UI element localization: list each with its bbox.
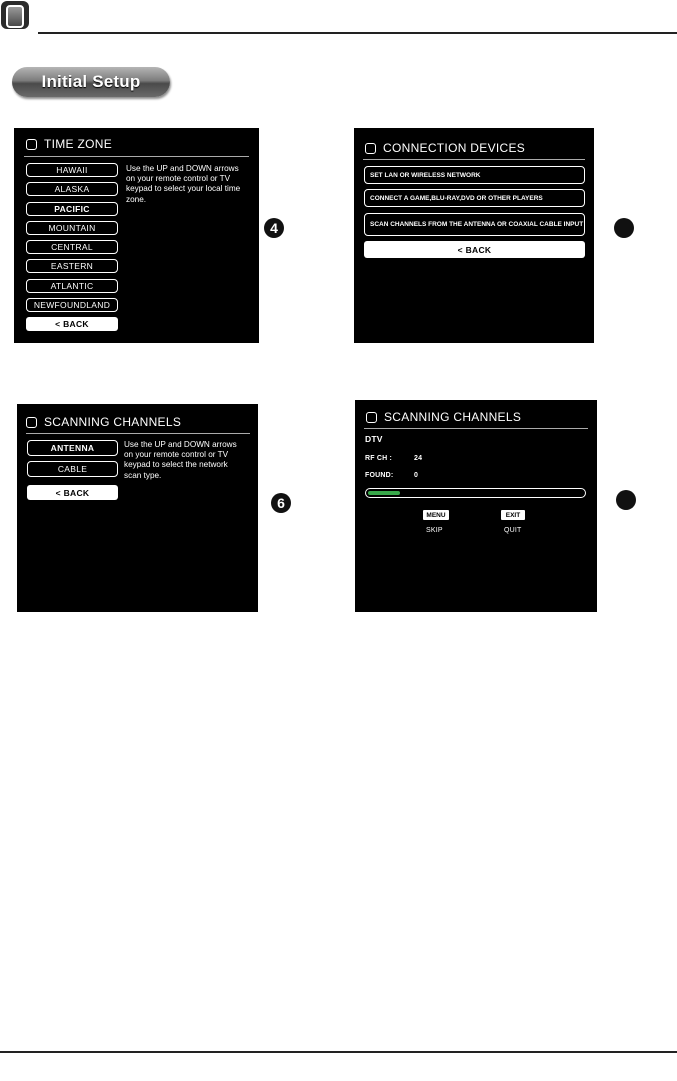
time-zone-title: TIME ZONE <box>26 137 112 151</box>
checkbox-icon <box>26 139 37 150</box>
back-button[interactable]: < BACK <box>364 241 585 258</box>
connection-devices-screen <box>354 128 594 343</box>
tz-option-central[interactable]: CENTRAL <box>26 240 118 254</box>
scanning-progress-screen <box>355 400 597 612</box>
found-label: FOUND: <box>365 472 394 479</box>
step-7-marker <box>616 490 636 510</box>
scan-mode-label: DTV <box>365 434 383 444</box>
header-rule <box>38 32 677 34</box>
rf-ch-value: 24 <box>414 455 423 462</box>
back-button[interactable]: < BACK <box>27 485 118 500</box>
step-6-marker: 6 <box>271 493 291 513</box>
time-zone-screen <box>14 128 259 343</box>
option-scan-channels[interactable]: SCAN CHANNELS FROM THE ANTENNA OR COAXIAL CABLE INPUT <box>364 213 585 236</box>
back-button[interactable]: < BACK <box>26 317 118 331</box>
time-zone-help-text: Use the UP and DOWN arrows on your remote control or TV keypad to select your local time zone. <box>126 164 241 204</box>
found-value: 0 <box>414 472 419 479</box>
rf-ch-label: RF CH : <box>365 455 393 462</box>
scan-type-help-text: Use the UP and DOWN arrows on your remote control or TV keypad to select the network scan type. <box>124 440 237 480</box>
footer-rule <box>0 1051 677 1053</box>
tz-option-hawaii[interactable]: HAWAII <box>26 163 118 177</box>
corner-tab-icon <box>1 1 29 29</box>
scan-type-screen <box>17 404 258 612</box>
scan-type-title: SCANNING CHANNELS <box>26 415 181 429</box>
option-set-network[interactable]: SET LAN OR WIRELESS NETWORK <box>364 166 585 184</box>
step-4-marker: 4 <box>264 218 284 238</box>
tz-option-pacific[interactable]: PACIFIC <box>26 202 118 216</box>
scan-option-antenna[interactable]: ANTENNA <box>27 440 118 456</box>
menu-key[interactable]: MENU <box>423 510 449 520</box>
scan-progress-fill <box>368 491 400 495</box>
tz-option-alaska[interactable]: ALASKA <box>26 182 118 196</box>
quit-label: QUIT <box>504 527 522 534</box>
checkbox-icon <box>365 143 376 154</box>
checkbox-icon <box>366 412 377 423</box>
scan-progress-bar <box>365 488 586 498</box>
tz-option-mountain[interactable]: MOUNTAIN <box>26 221 118 235</box>
tz-option-atlantic[interactable]: ATLANTIC <box>26 279 118 293</box>
exit-key[interactable]: EXIT <box>501 510 525 520</box>
scanning-progress-title: SCANNING CHANNELS <box>366 410 521 424</box>
option-connect-player[interactable]: CONNECT A GAME,BLU-RAY,DVD OR OTHER PLAYERS <box>364 189 585 207</box>
skip-label: SKIP <box>426 527 443 534</box>
tz-option-eastern[interactable]: EASTERN <box>26 259 118 273</box>
step-5-marker <box>614 218 634 238</box>
section-title-badge: Initial Setup <box>12 67 170 97</box>
scan-option-cable[interactable]: CABLE <box>27 461 118 477</box>
connection-devices-title: CONNECTION DEVICES <box>365 141 525 155</box>
tz-option-newfoundland[interactable]: NEWFOUNDLAND <box>26 298 118 312</box>
checkbox-icon <box>26 417 37 428</box>
